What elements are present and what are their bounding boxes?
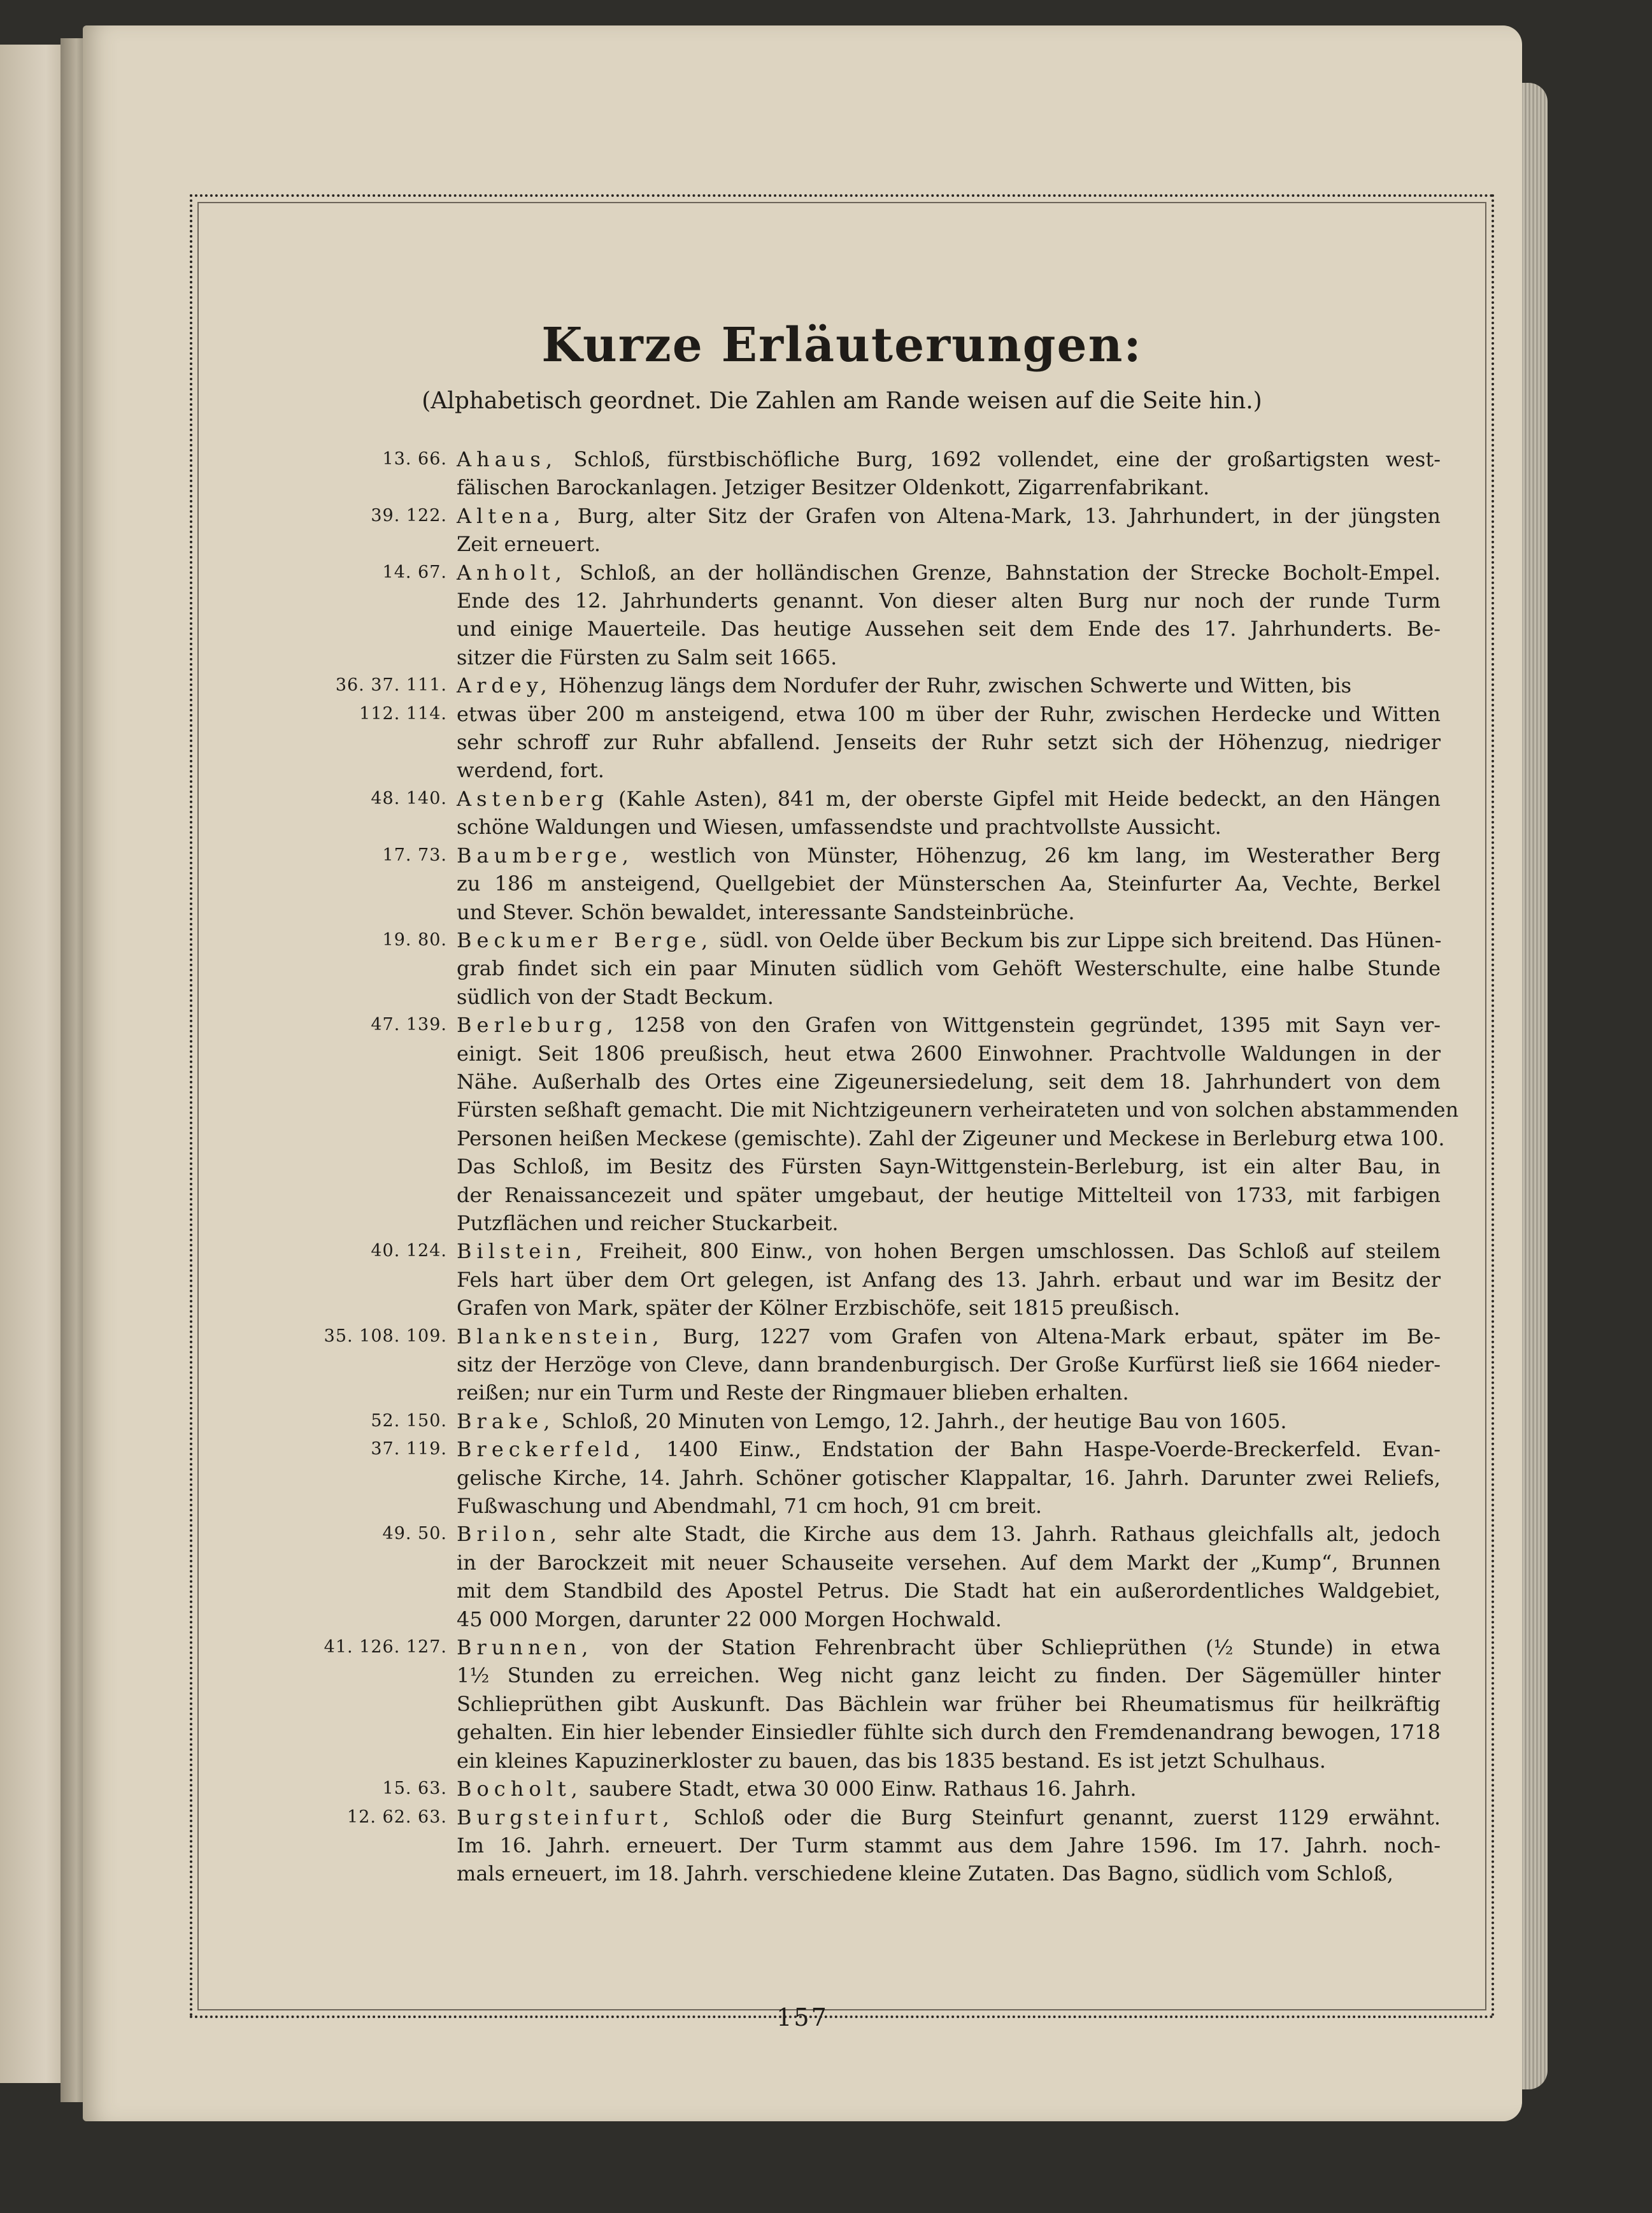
entry-line [457, 1831, 1441, 1859]
entry-text: Höhenzug längs dem Nordufer der Ruhr, zwischen Schwerte und Witten, bis [552, 673, 1352, 698]
page-reference: 47. 139. [371, 1015, 447, 1035]
entry-text: Schloß, 20 Minuten von Lemgo, 12. Jahrh., der heutige Bau von 1605. [555, 1408, 1287, 1433]
entry-keyword: Beckumer Berge, [457, 927, 713, 952]
entry-line [457, 1294, 1441, 1322]
entry-text: sitzer die Fürsten zu Salm seit 1665. [457, 645, 837, 670]
entry-line [457, 1464, 1441, 1492]
entry-text: Burg, 1227 vom Grafen von Altena-Mark erbaut, später im Be- [664, 1324, 1441, 1349]
entry-text: Fürsten seßhaft gemacht. Die mit Nichtzigeunern verheirateten und von solchen abstammenden [457, 1098, 1459, 1122]
page-reference: 19. 80. [382, 929, 447, 950]
page-reference: 17. 73. [382, 845, 447, 865]
entry-line [457, 1209, 1441, 1237]
entry-line [457, 1859, 1441, 1887]
entry-line [457, 1040, 1441, 1068]
entry-text: grab findet sich ein paar Minuten südlich vom Gehöft Westerschulte, eine halbe Stunde [457, 956, 1441, 981]
page-reference: 112. 114. [359, 703, 447, 724]
page-reference: 48. 140. [371, 788, 447, 808]
glossary-entry [237, 559, 1441, 672]
entry-text: sehr alte Stadt, die Kirche aus dem 13. Jahrh. Rathaus gleichfalls alt, jedoch [562, 1522, 1441, 1547]
entry-keyword: Bocholt, [457, 1777, 583, 1801]
book-page [83, 25, 1522, 2121]
entry-line [457, 615, 1441, 643]
entry-line [457, 587, 1441, 615]
entry-text: von der Station Fehrenbracht über Schlieprüthen (½ Stunde) in etwa [593, 1635, 1441, 1660]
entry-line [457, 1407, 1441, 1435]
entry-line [457, 1549, 1441, 1577]
entry-text: und einige Mauerteile. Das heutige Aussehen seit dem Ende des 17. Jahrhunderts. Be- [457, 617, 1441, 641]
page-reference: 36. 37. 111. [335, 675, 447, 696]
entry-keyword: Anholt, [457, 560, 567, 585]
entry-line [457, 1803, 1441, 1831]
page-reference: 49. 50. [382, 1524, 447, 1544]
entry-text: Grafen von Mark, später der Kölner Erzbischöfe, seit 1815 preußisch. [457, 1296, 1181, 1321]
entry-line [457, 671, 1441, 699]
glossary-entry [237, 1322, 1441, 1407]
page-reference: 41. 126. 127. [324, 1637, 447, 1658]
page-reference: 13. 66. [382, 449, 447, 469]
page-reference: 12. 62. 63. [347, 1807, 447, 1827]
glossary-entry [237, 1435, 1441, 1520]
entry-text: sehr schroff zur Ruhr abfallend. Jenseits der Ruhr setzt sich der Höhenzug, niedriger [457, 730, 1441, 755]
entry-text: Freiheit, 800 Einw., von hohen Bergen umschlossen. Das Schloß auf steilem [587, 1239, 1441, 1264]
glossary-entry [237, 1775, 1441, 1803]
page-reference: 37. 119. [371, 1439, 447, 1459]
entry-line [457, 1181, 1441, 1209]
entry-keyword: Brake, [457, 1408, 555, 1433]
entry-line [457, 1775, 1441, 1803]
entry-line [457, 1152, 1441, 1180]
entry-line [457, 700, 1441, 728]
glossary-entry [237, 445, 1441, 502]
entry-line [457, 1492, 1441, 1520]
page-reference: 52. 150. [371, 1410, 447, 1431]
entry-keyword: Blankenstein, [457, 1324, 664, 1349]
entry-text: reißen; nur ein Turm und Reste der Ringmauer blieben erhalten. [457, 1380, 1129, 1405]
entry-list [237, 445, 1459, 1888]
entry-keyword: Ahaus, [457, 447, 557, 471]
entry-text: mals erneuert, im 18. Jahrh. verschiedene kleine Zutaten. Das Bagno, südlich vom Schloß, [457, 1861, 1393, 1886]
entry-text: 1258 von den Grafen von Wittgenstein gegründet, 1395 mit Sayn ver- [618, 1013, 1441, 1038]
glossary-entry [237, 671, 1441, 699]
page-reference: 15. 63. [382, 1779, 447, 1799]
page-frame [190, 194, 1494, 2018]
entry-line [457, 445, 1441, 473]
glossary-entry [237, 1633, 1441, 1775]
entry-line [457, 1096, 1459, 1124]
entry-line [457, 898, 1441, 926]
entry-text: gelische Kirche, 14. Jahrh. Schöner gotischer Klappaltar, 16. Jahrh. Darunter zwei Reliefs, [457, 1465, 1441, 1490]
entry-text: mit dem Standbild des Apostel Petrus. Die Stadt hat ein außerordentliches Waldgebiet, [457, 1579, 1441, 1603]
entry-text: werdend, fort. [457, 758, 604, 783]
entry-text: (Kahle Asten), 841 m, der oberste Gipfel mit Heide bedeckt, an den Hängen [609, 786, 1441, 811]
entry-text: 45 000 Morgen, darunter 22 000 Morgen Hochwald. [457, 1607, 1002, 1631]
glossary-entry [237, 700, 1441, 785]
entry-text: Fußwaschung und Abendmahl, 71 cm hoch, 91 cm breit. [457, 1494, 1042, 1519]
entry-text: Schloß oder die Burg Steinfurt genannt, zuerst 1129 erwähnt. [674, 1805, 1441, 1830]
entry-line [457, 530, 1441, 558]
entry-text: etwas über 200 m ansteigend, etwa 100 m über der Ruhr, zwischen Herdecke und Witten [457, 701, 1441, 726]
page-reference: 35. 108. 109. [324, 1326, 447, 1346]
entry-keyword: Astenberg [457, 786, 609, 811]
entry-text: einigt. Seit 1806 preußisch, heut etwa 2600 Einwohner. Prachtvolle Waldungen in der [457, 1041, 1441, 1066]
entry-line [457, 473, 1441, 501]
entry-text: Fels hart über dem Ort gelegen, ist Anfang des 13. Jahrh. erbaut und war im Besitz der [457, 1267, 1441, 1292]
entry-line [457, 1633, 1441, 1661]
entry-line [457, 813, 1441, 841]
entry-line [457, 1577, 1441, 1605]
entry-text: sitz der Herzöge von Cleve, dann brandenburgisch. Der Große Kurfürst ließ sie 1664 nieder- [457, 1352, 1441, 1377]
entry-text: 1½ Stunden zu erreichen. Weg nicht ganz leicht zu finden. Der Sägemüller hinter [457, 1663, 1441, 1688]
entry-text: Burg, alter Sitz der Grafen von Altena-Mark, 13. Jahrhundert, in der jüngsten [566, 503, 1441, 528]
page-reference: 14. 67. [382, 562, 447, 582]
entry-text: Ende des 12. Jahrhunderts genannt. Von dieser alten Burg nur noch der runde Turm [457, 589, 1441, 613]
entry-line [457, 1690, 1441, 1718]
entry-text: Schloß, fürstbischöfliche Burg, 1692 vollendet, eine der großartigsten west- [557, 447, 1441, 471]
entry-line [457, 502, 1441, 530]
entry-text: Zeit erneuert. [457, 532, 601, 557]
entry-keyword: Baumberge, [457, 843, 634, 868]
entry-text: fälischen Barockanlagen. Jetziger Besitzer Oldenkott, Zigarrenfabrikant. [457, 475, 1210, 500]
glossary-entry [237, 926, 1441, 1011]
entry-line [457, 728, 1441, 756]
entry-line [457, 785, 1441, 813]
glossary-entry [237, 1011, 1459, 1237]
entry-text: saubere Stadt, etwa 30 000 Einw. Rathaus 16. Jahrh. [582, 1777, 1137, 1801]
entry-line [457, 1435, 1441, 1463]
entry-line [457, 1266, 1441, 1294]
entry-text: der Renaissancezeit und später umgebaut, der heutige Mittelteil von 1733, mit farbigen [457, 1182, 1441, 1207]
entry-text: 1400 Einw., Endstation der Bahn Haspe-Voerde-Breckerfeld. Evan- [645, 1437, 1441, 1462]
glossary-entry [237, 502, 1441, 559]
page-number: 157 [776, 2003, 829, 2031]
entry-line [457, 870, 1441, 898]
entry-text: westlich von Münster, Höhenzug, 26 km lang, im Westerather Berg [633, 843, 1441, 868]
entry-line [457, 1124, 1445, 1152]
glossary-entry [237, 1237, 1441, 1322]
entry-line [457, 1747, 1441, 1775]
entry-keyword: Brunnen, [457, 1635, 594, 1660]
entry-line [457, 1237, 1441, 1265]
entry-line [457, 559, 1441, 587]
glossary-entry [237, 1520, 1441, 1633]
entry-text: in der Barockzeit mit neuer Schauseite versehen. Auf dem Markt der „Kump“, Brunnen [457, 1550, 1441, 1575]
entry-keyword: Berleburg, [457, 1013, 618, 1038]
entry-text: Putzflächen und reicher Stuckarbeit. [457, 1210, 839, 1235]
entry-text: Personen heißen Meckese (gemischte). Zahl der Zigeuner und Meckese in Berleburg etwa 100. [457, 1126, 1445, 1150]
entry-line [457, 1520, 1441, 1548]
entry-text: Im 16. Jahrh. erneuert. Der Turm stammt aus dem Jahre 1596. Im 17. Jahrh. noch- [457, 1833, 1441, 1858]
page-reference: 40. 124. [371, 1241, 447, 1261]
page-reference: 39. 122. [371, 505, 447, 526]
entry-text: südl. von Oelde über Beckum bis zur Lippe sich breitend. Das Hünen- [713, 927, 1442, 952]
entry-line [457, 1605, 1441, 1633]
glossary-entry [237, 1803, 1441, 1888]
entry-text: und Stever. Schön bewaldet, interessante Sandsteinbrüche. [457, 899, 1075, 924]
entry-keyword: Altena, [457, 503, 566, 528]
entry-line [457, 842, 1441, 870]
entry-line [457, 1350, 1441, 1379]
entry-line [457, 1718, 1441, 1746]
entry-line [457, 954, 1441, 982]
entry-text: Das Schloß, im Besitz des Fürsten Sayn-Wittgenstein-Berleburg, ist ein alter Bau, in [457, 1154, 1441, 1179]
page-subheading: (Alphabetisch geordnet. Die Zahlen am Rande weisen auf die Seite hin.) [422, 388, 1262, 414]
entry-keyword: Ardey, [457, 673, 552, 698]
entry-line [457, 926, 1441, 954]
entry-line [457, 1011, 1441, 1039]
entry-text: ein kleines Kapuzinerkloster zu bauen, das bis 1835 bestand. Es ist jetzt Schulhaus. [457, 1748, 1326, 1773]
entry-text: Nähe. Außerhalb des Ortes eine Zigeunersiedelung, seit dem 18. Jahrhundert von dem [457, 1069, 1441, 1094]
entry-keyword: Brilon, [457, 1522, 562, 1547]
entry-text: Schloß, an der holländischen Grenze, Bahnstation der Strecke Bocholt-Empel. [566, 560, 1441, 585]
entry-text: südlich von der Stadt Beckum. [457, 984, 774, 1009]
entry-keyword: Bilstein, [457, 1239, 588, 1264]
entry-text: Schlieprüthen gibt Auskunft. Das Bächlein war früher bei Rheumatismus für heilkräftig [457, 1691, 1441, 1716]
page-heading: Kurze Erläuterungen: [541, 318, 1143, 373]
entry-line [457, 1068, 1441, 1096]
entry-line [457, 643, 1441, 671]
entry-line [457, 756, 1441, 784]
entry-line [457, 983, 1441, 1011]
entry-line [457, 1661, 1441, 1689]
entry-text: gehalten. Ein hier lebender Einsiedler fühlte sich durch den Fremdenandrang bewogen, 1718 [457, 1720, 1441, 1745]
entry-text: schöne Waldungen und Wiesen, umfassendste und prachtvollste Aussicht. [457, 815, 1221, 840]
entry-line [457, 1379, 1441, 1407]
glossary-entry [237, 1407, 1441, 1435]
entry-keyword: Burgsteinfurt, [457, 1805, 674, 1830]
entry-keyword: Breckerfeld, [457, 1437, 646, 1462]
glossary-entry [237, 842, 1441, 926]
glossary-entry [237, 785, 1441, 842]
entry-text: zu 186 m ansteigend, Quellgebiet der Münsterschen Aa, Steinfurter Aa, Vechte, Berkel [457, 871, 1441, 896]
entry-line [457, 1322, 1441, 1350]
